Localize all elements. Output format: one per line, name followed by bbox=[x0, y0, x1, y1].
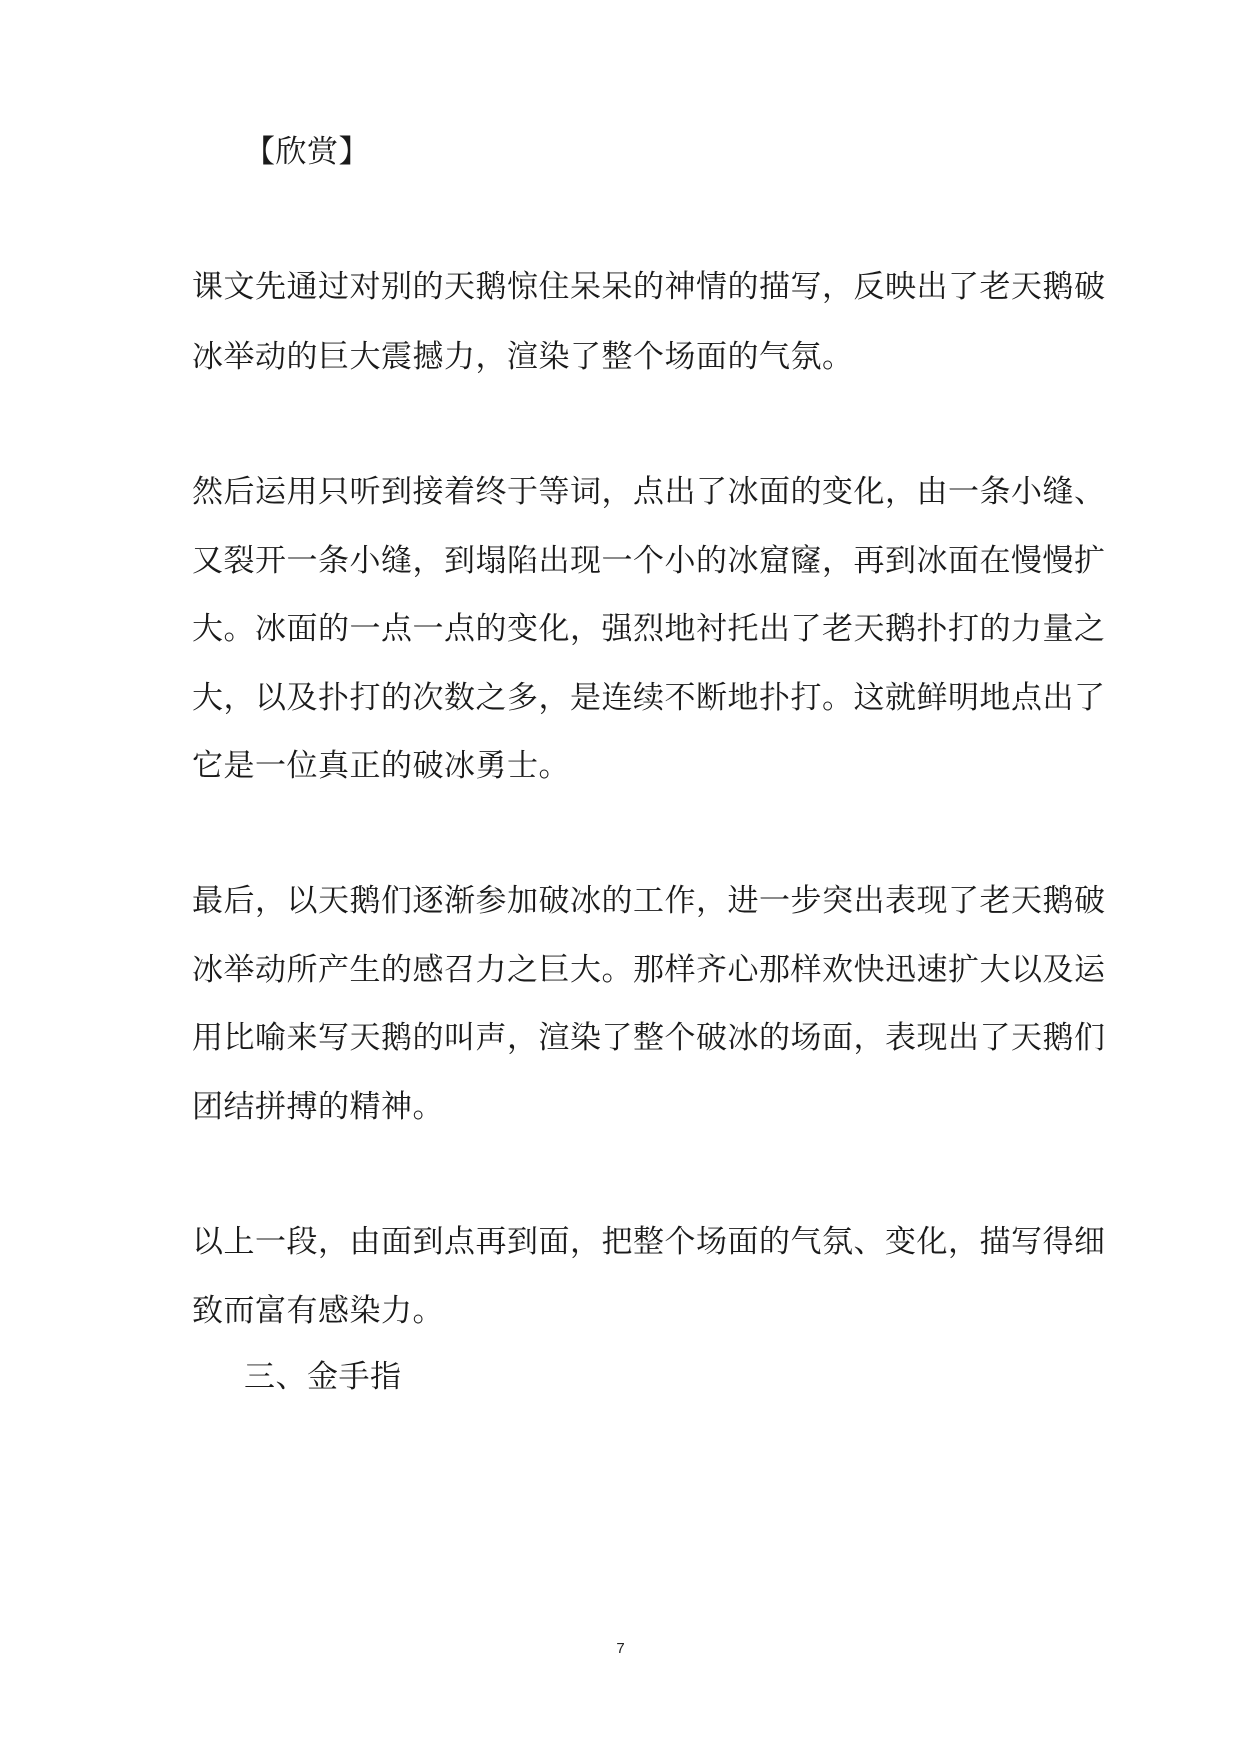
paragraph-line: 课文先通过对别的天鹅惊住呆呆的神情的描写，反映出了老天鹅破 bbox=[192, 269, 1106, 305]
section-heading: 【欣赏】 bbox=[244, 134, 370, 170]
paragraph-line: 然后运用只听到接着终于等词，点出了冰面的变化，由一条小缝、 bbox=[192, 474, 1106, 510]
paragraph-line: 又裂开一条小缝，到塌陷出现一个小的冰窟窿，再到冰面在慢慢扩 bbox=[192, 543, 1106, 579]
page-number: 7 bbox=[616, 1640, 625, 1657]
paragraph-line: 团结拼搏的精神。 bbox=[192, 1089, 444, 1125]
paragraph-line: 用比喻来写天鹅的叫声，渲染了整个破冰的场面，表现出了天鹅们 bbox=[192, 1020, 1106, 1056]
paragraph-line: 冰举动所产生的感召力之巨大。那样齐心那样欢快迅速扩大以及运 bbox=[192, 952, 1106, 988]
paragraph-line: 冰举动的巨大震撼力，渲染了整个场面的气氛。 bbox=[192, 339, 854, 375]
paragraph-line: 大。冰面的一点一点的变化，强烈地衬托出了老天鹅扑打的力量之 bbox=[192, 611, 1106, 647]
paragraph-line: 它是一位真正的破冰勇士。 bbox=[192, 748, 570, 784]
paragraph-line: 最后，以天鹅们逐渐参加破冰的工作，进一步突出表现了老天鹅破 bbox=[192, 883, 1106, 919]
paragraph-line: 以上一段，由面到点再到面，把整个场面的气氛、变化，描写得细 bbox=[192, 1224, 1106, 1260]
paragraph-line: 致而富有感染力。 bbox=[192, 1293, 444, 1329]
subsection-heading: 三、金手指 bbox=[244, 1359, 402, 1395]
paragraph-line: 大，以及扑打的次数之多，是连续不断地扑打。这就鲜明地点出了 bbox=[192, 680, 1106, 716]
